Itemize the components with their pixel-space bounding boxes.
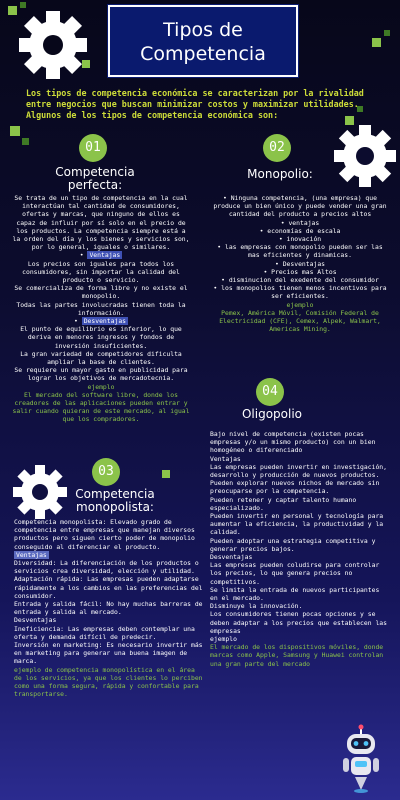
title-box [108,5,298,77]
section-intro: Competencia monopolista: Elevado grado de competencia entre empresas que manejan diversos productos pero siguen cierto poder de monopolio conseguido al diferenciar el producto. [14,518,195,551]
section-title-line: Competencia [75,487,155,501]
list-item: Los precios son iguales para todos los consumidores, sin importar la calidad del producto o servicio. [22,259,180,285]
decor-square [20,2,26,8]
decor-square [372,38,381,47]
list-item: Entrada y salida fácil: No hay muchas barreras de entrada y salida al mercado. [14,600,203,617]
desventajas-label: Desventajas [210,553,253,562]
robot-icon [341,724,381,794]
intro-text: Los tipos de competencia económica se caracterizan por la rivalidad entre negocios que buscan minimizar costos y maximizar utilidades. Algunos de los tipos de competencia económica son: [26,88,364,120]
list-item: La gran variedad de competidores dificulta ampliar la base de clientes. [20,349,182,367]
title-line-1: Tipos de [163,19,243,41]
list-item: Se comercializa de forma libre y no existe el monopolio. [14,284,188,301]
ejemplo-text: El mercado de los dispositivos móviles, donde marcas como Apple, Samsung y Huawei controlan una gran parte del mercado [210,643,384,668]
decor-square [8,6,17,15]
ejemplo-label: ejemplo [286,300,314,309]
ejemplo-label: ejemplo [87,382,115,391]
list-item: • los monopolios tienen menos incentivos para ser eficientes. [213,284,387,301]
list-item: Adaptación rápida: Las empresas pueden adaptarse rápidamente a los cambios en las preferencias del consumidor. [14,575,203,600]
list-item: Las empresas pueden coludirse para controlar los precios, lo que genera precios no competitivos. [210,561,380,586]
section-title-oligopolio: Oligopolio [241,407,303,421]
list-item: Se limita la entrada de nuevos participantes en el mercado. [210,585,380,603]
decor-square [384,30,390,36]
list-item: Pueden retener y captar talento humano especializado. [210,495,357,512]
section-body-perfecta [12,194,190,424]
section-body-oligopolio [210,430,390,668]
list-item: Pueden adoptar una estrategia competitiva y generar precios bajos. [210,536,376,553]
list-item: • economías de escala [259,226,341,235]
list-item: • disminucion del exedente del consumidor [221,276,379,285]
list-item: Pueden invertir en personal y tecnología para aumentar la eficiencia, la productividad y la calidad. [210,512,384,537]
gear-icon [18,10,88,80]
list-item: Se requiere un mayor gasto en publicidad para lograr los objetivos de mercadotecnia. [14,366,188,383]
list-item: • ventajas [280,218,320,227]
ejemplo-text: Pemex, América Móvil, Comisión Federal de Electricidad (CFE), Cemex, Alpek, Walmart, Americas Mining. [219,308,381,334]
list-item: Los consumidores tienen pocas opciones y se deben adaptar a los precios que establecen las empresas [210,610,387,635]
section-title-perfecta [20,166,170,192]
section-title-monopolista [50,488,180,514]
list-item: • Precios mas Altos [263,267,337,276]
section-title-monopolio: Monopolio: [247,167,313,181]
section-body-monopolio [212,194,388,333]
section-title-line: monopolista: [76,500,154,514]
list-item: Las empresas pueden invertir en investigación, desarrollo y producción de nuevos productos. [210,462,387,480]
section-intro: Se trata de un tipo de competencia en la cual interactúan tal cantidad de consumidores, ofertas y marcas, que ninguno de ellos es capaz de influir por sí solo en el precio de los productos. La competencia siempre está a la orden del día y los bienes y servicios son, por lo general, iguales o similares. [12,194,190,252]
gear-icon [333,124,397,188]
list-item: Pueden explorar nuevos nichos de mercado sin preocuparse por la competencia. [210,479,380,496]
ventajas-label: • Ventajas [79,251,121,260]
ejemplo-text: ejemplo de competencia monopolística en el área de los servicios, ya que los clientes lo perciben como una forma segura, rápida y confortable para transportarse. [14,665,203,699]
section-body-monopolista [14,518,204,698]
decor-square [10,126,20,136]
ventajas-label: Ventajas [16,550,47,559]
section-number-01: 01 [79,134,107,162]
section-number-02: 02 [263,134,291,162]
desventajas-label: Desventajas [14,616,57,625]
list-item: El punto de equilibrio es inferior, lo que deriva en menores ingresos y fondos de inversión insuficientes. [20,325,182,350]
list-item: • Desventajas [274,259,326,268]
list-item: Ineficiencia: Las empresas deben contemplar una oferta y demanda difícil de predecir. [14,624,195,641]
decor-square [22,138,29,145]
desventajas-label: • Desventajas [73,317,127,326]
ejemplo-label: ejemplo [210,635,237,644]
list-item: Disminuye la innovación. [210,602,303,611]
list-item: • las empresas con monopolio pueden ser las mas eficientes y dinamicas. [217,243,383,260]
list-item: Inversión en marketing: Es necesario invertir más en marketing para generar una buena imagen de marca. [14,641,203,666]
list-item: Todas las partes involucradas tienen toda la información. [16,300,186,317]
section-intro: Bajo nivel de competencia (existen pocas empresas y/o un mismo producto) con un bien homogéneo o diferenciado [210,430,376,455]
ventajas-label: Ventajas [210,454,241,463]
ejemplo-text: El mercado del software libre, donde los creadores de las aplicaciones pueden entrar y salir cuando quieran de este mercado, al igual que los compradores. [12,390,190,424]
section-number-04: 04 [256,378,284,406]
section-title-line: Competencia [55,165,135,179]
title-line-2: Competencia [140,43,266,65]
list-item: • Ninguna competencia, (una empresa) que produce un bien único y puede vender una gran cantidad del producto a precios altos [213,194,387,219]
list-item: Diversidad: La diferenciación de los productos o servicios crea diversidad, elección y utilidad. [14,559,199,576]
decor-square [162,470,170,478]
list-item: • inovación [278,235,322,244]
section-title-line: perfecta: [67,178,123,192]
section-number-03: 03 [92,458,120,486]
